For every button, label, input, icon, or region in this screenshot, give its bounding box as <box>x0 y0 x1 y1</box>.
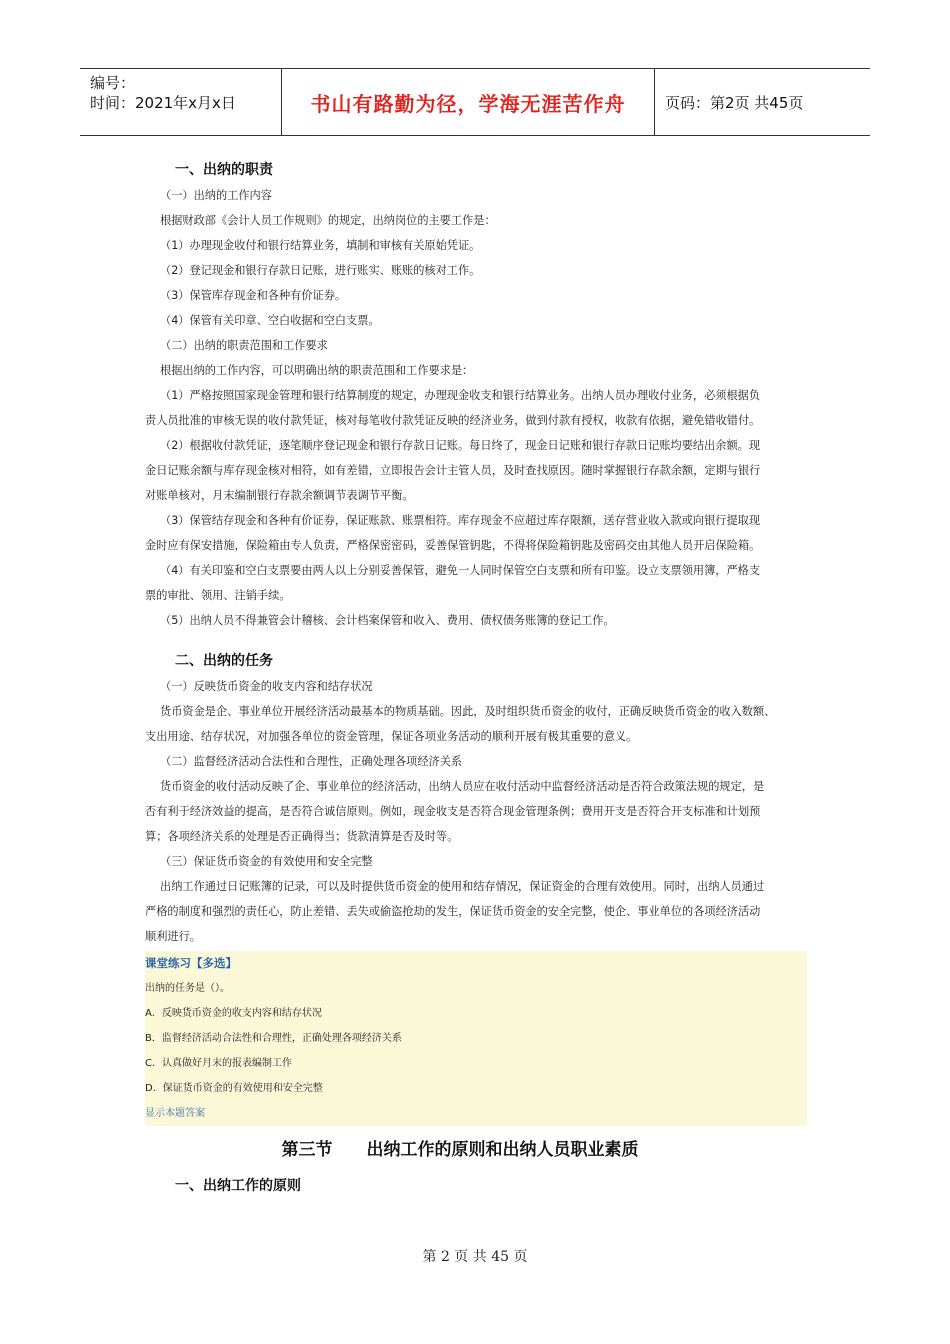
header-table <box>80 68 870 136</box>
subheading: （三）保证货币资金的有效使用和安全完整 <box>160 855 373 868</box>
option-a[interactable]: A．反映货币资金的收支内容和结存状况 <box>145 1008 322 1019</box>
practice-title: 课堂练习【多选】 <box>145 956 237 970</box>
paragraph: 货币资金是企、事业单位开展经济活动最基本的物质基础。因此，及时组织货币资金的收付，正确反映货币资金的收入数额、 <box>160 705 776 718</box>
subheading: （一）反映货币资金的收支内容和结存状况 <box>160 680 373 693</box>
paragraph: （2）登记现金和银行存款日记账，进行账实、账账的核对工作。 <box>160 264 481 277</box>
paragraph: 责人员批准的审核无误的收付款凭证，核对每笔收付款凭证反映的经济业务，做到付款有授权，收款有依据，避免错收错付。 <box>145 414 761 427</box>
date-label: 时间：2021年x月x日 <box>90 94 236 112</box>
paragraph: 否有利于经济效益的提高，是否符合诚信原则。例如，现金收支是否符合现金管理条例；费用开支是否符合开支标准和计划预 <box>145 805 761 818</box>
page-footer: 第 2 页 共 45 页 <box>422 1249 528 1265</box>
paragraph: 算；各项经济关系的处理是否正确得当；货款清算是否及时等。 <box>145 830 459 843</box>
paragraph: 货币资金的收付活动反映了企、事业单位的经济活动，出纳人员应在收付活动中监督经济活动是否符合政策法规的规定，是 <box>160 780 765 793</box>
paragraph: 票的审批、领用、注销手续。 <box>145 589 291 602</box>
section-heading: 一、出纳的职责 <box>175 162 273 178</box>
paragraph: （3）保管结存现金和各种有价证券，保证账款、账票相符。库存现金不应超过库存限额，送存营业收入款或向银行提取现 <box>160 514 761 527</box>
paragraph: 顺利进行。 <box>145 930 201 943</box>
practice-box <box>145 951 807 1126</box>
header-meta <box>80 69 282 135</box>
paragraph: 出纳工作通过日记账簿的记录，可以及时提供货币资金的使用和结存情况，保证资金的合理有效使用。同时，出纳人员通过 <box>160 880 765 893</box>
paragraph: （5）出纳人员不得兼管会计稽核、会计档案保管和收入、费用、债权债务账簿的登记工作。 <box>160 614 615 627</box>
option-d[interactable]: D．保证货币资金的有效使用和安全完整 <box>145 1083 323 1094</box>
page-info: 页码：第2页 共45页 <box>665 93 804 112</box>
paragraph: （3）保管库存现金和各种有价证券。 <box>160 289 347 302</box>
document-body <box>145 158 815 1199</box>
practice-question: 出纳的任务是（）。 <box>145 983 230 994</box>
paragraph: 金日记账余额与库存现金核对相符，如有差错，立即报告会计主管人员，及时查找原因。随时掌握银行存款余额，定期与银行 <box>145 464 761 477</box>
paragraph: （2）根据收付款凭证，逐笔顺序登记现金和银行存款日记账。每日终了，现金日记账和银行存款日记账均要结出余额。现 <box>160 439 761 452</box>
show-answer-link[interactable]: 显示本题答案 <box>145 1108 205 1119</box>
chapter-section-title: 第三节 出纳工作的原则和出纳人员职业素质 <box>281 1140 639 1160</box>
motto: 书山有路勤为径，学海无涯苦作舟 <box>282 69 655 135</box>
section-heading: 一、出纳工作的原则 <box>175 1178 301 1194</box>
option-b[interactable]: B．监督经济活动合法性和合理性，正确处理各项经济关系 <box>145 1033 402 1044</box>
paragraph: （4）保管有关印章、空白收据和空白支票。 <box>160 314 380 327</box>
subheading: （一）出纳的工作内容 <box>160 189 272 202</box>
paragraph: 严格的制度和强烈的责任心，防止差错、丢失或偷盗抢劫的发生，保证货币资金的安全完整，使企、事业单位的各项经济活动 <box>145 905 761 918</box>
paragraph: 金时应有保安措施，保险箱由专人负责，严格保密密码，妥善保管钥匙，不得将保险箱钥匙及密码交由其他人员开启保险箱。 <box>145 539 761 552</box>
subheading: （二）出纳的职责范围和工作要求 <box>160 339 328 352</box>
paragraph: 支出用途、结存状况，对加强各单位的资金管理，保证各项业务活动的顺利开展有极其重要的意义。 <box>145 730 638 743</box>
number-label: 编号： <box>90 74 136 92</box>
paragraph: 根据财政部《会计人员工作规则》的规定，出纳岗位的主要工作是： <box>160 214 496 227</box>
paragraph: （1）办理现金收付和银行结算业务，填制和审核有关原始凭证。 <box>160 239 481 252</box>
option-c[interactable]: C．认真做好月末的报表编制工作 <box>145 1058 292 1069</box>
paragraph: 对账单核对，月末编制银行存款余额调节表调节平衡。 <box>145 489 414 502</box>
subheading: （二）监督经济活动合法性和合理性，正确处理各项经济关系 <box>160 755 463 768</box>
section-heading: 二、出纳的任务 <box>175 653 273 669</box>
paragraph: 根据出纳的工作内容，可以明确出纳的职责范围和工作要求是： <box>160 364 474 377</box>
paragraph: （1）严格按照国家现金管理和银行结算制度的规定，办理现金收支和银行结算业务。出纳人员办理收付业务，必须根据负 <box>160 389 761 402</box>
paragraph: （4）有关印鉴和空白支票要由两人以上分别妥善保管，避免一人同时保管空白支票和所有印鉴。设立支票领用簿，严格支 <box>160 564 761 577</box>
